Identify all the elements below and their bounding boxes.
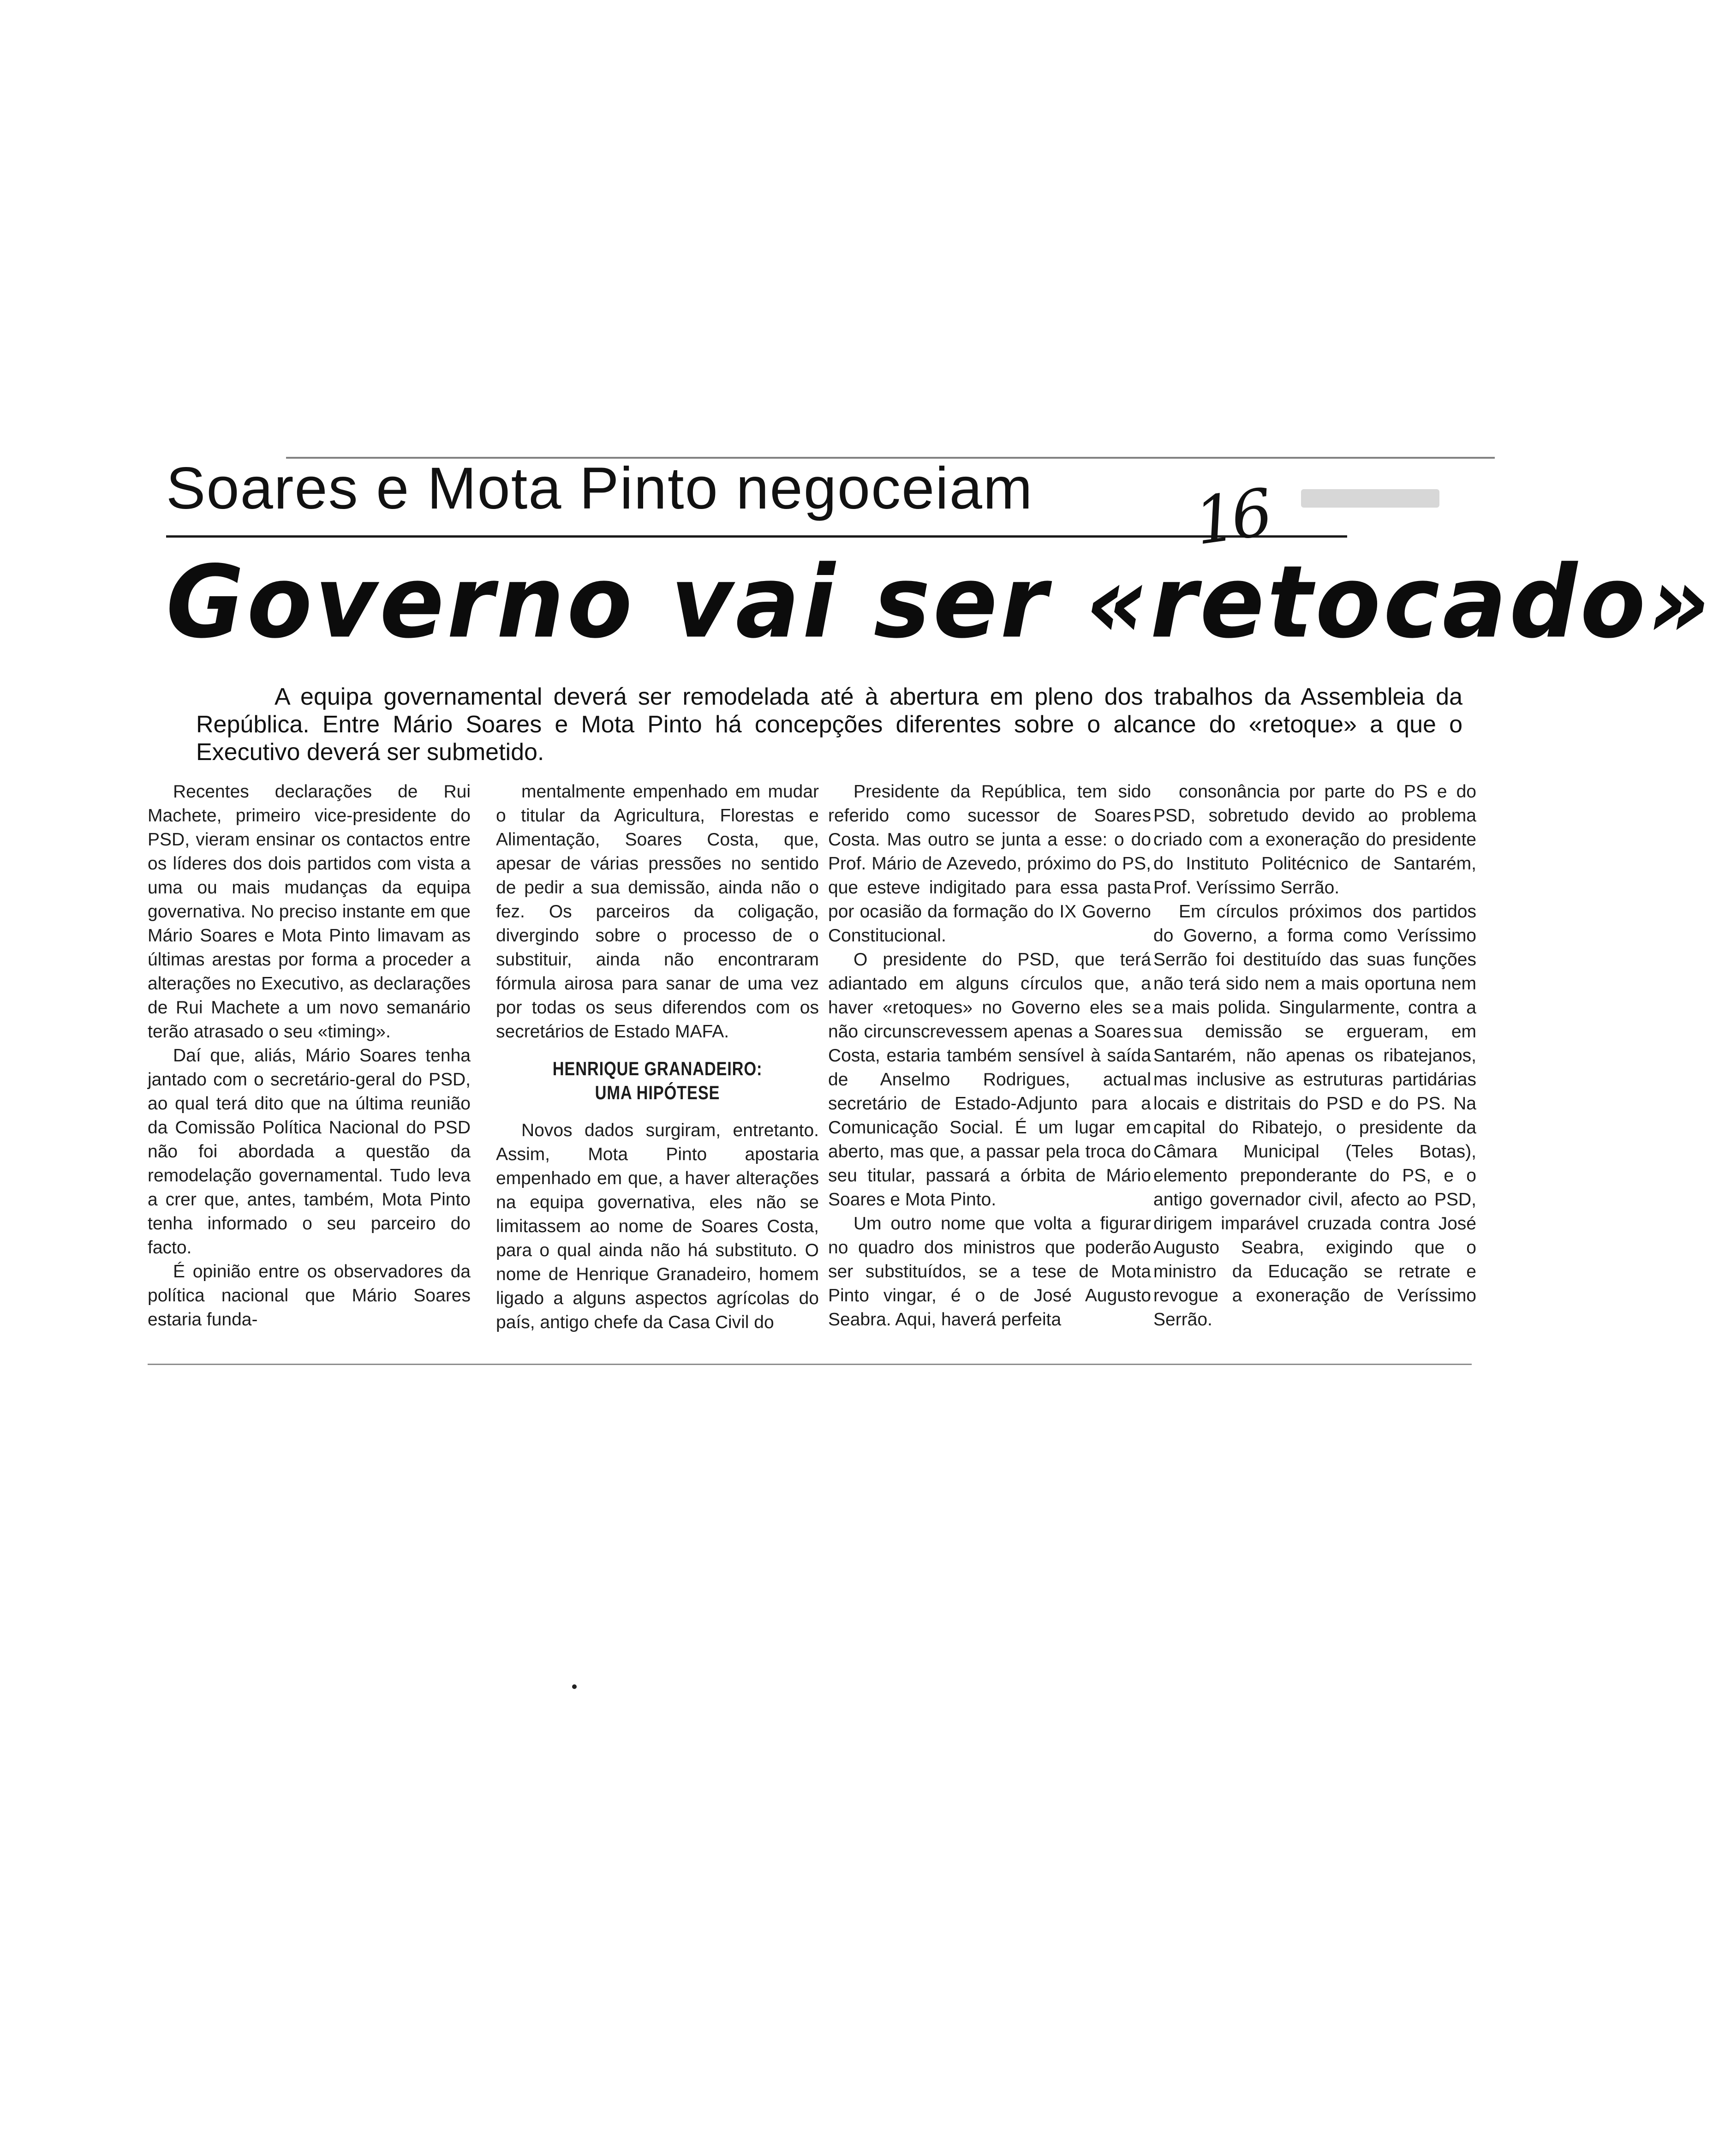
paragraph: mentalmente empenhado em mudar o titular da Agricultura, Florestas e Alimentação, Soares Costa, que, apesar de várias pressões no sentido de pedir a sua demissão, ainda não o fez. Os parceiros da coligação, divergindo sobre o processo de o substituir, ainda não encontraram fórmula airosa para sanar de uma vez por todas os seus diferendos com os secretários de Estado MAFA. (496, 782, 819, 1042)
paragraph: Um outro nome que volta a figurar no quadro dos ministros que poderão ser substituídos, se a tese de Mota Pinto vingar, é o de José Augusto Seabra. Aqui, haverá perfeita (828, 1214, 1151, 1330)
subhead-line: HENRIQUE GRANADEIRO: (552, 1058, 763, 1079)
paragraph: Presidente da República, tem sido referido como sucessor de Soares Costa. Mas outro se junta a esse: o do Prof. Mário de Azevedo, próximo do PS, que esteve indigitado para essa pasta por ocasião da formação do IX Governo Constitucional. (828, 782, 1151, 946)
subhead-line: UMA HIPÓTESE (595, 1082, 720, 1103)
article-headline: Governo vai ser «retocado» (166, 544, 1713, 660)
paragraph: É opinião entre os observadores da política nacional que Mário Soares estaria funda- (148, 1262, 471, 1330)
handwritten-page-note: 16 (1190, 475, 1273, 560)
article-kicker: Soares e Mota Pinto negoceiam (166, 455, 1033, 521)
kicker-underline (166, 535, 1347, 538)
article-column-1 (148, 780, 471, 1332)
section-subhead (525, 1057, 790, 1105)
article-column-3 (828, 780, 1151, 1332)
paragraph: O presidente do PSD, que terá adiantado em alguns círculos que, a haver «retoques» no Governo eles se não circunscrevessem apenas a Soares Costa, estaria também sensível à saída de Anselmo Rodrigues, actual secretário de Estado-Adjunto para a Comunicação Social. É um lugar em aberto, mas que, a passar pela troca do seu titular, passará a órbita de Mário Soares e Mota Pinto. (828, 950, 1151, 1210)
paragraph: consonância por parte do PS e do PSD, sobretudo devido ao problema criado com a exoneração do presidente do Instituto Politécnico de Santarém, Prof. Veríssimo Serrão. (1153, 782, 1476, 898)
paragraph: Novos dados surgiram, entretanto. Assim, Mota Pinto apostaria empenhado em que, a haver alterações na equipa governativa, eles não se limitassem ao nome de Soares Costa, para o qual ainda não há substituto. O nome de Henrique Granadeiro, homem ligado a alguns aspectos agrícolas do país, antigo chefe da Casa Civil do (496, 1120, 819, 1332)
article-lead: A equipa governamental deverá ser remodelada até à abertura em pleno dos trabalhos da Assembleia da República. Entre Mário Soares e Mota Pinto há concepções diferentes sobre o alcance do «retoque» a que o Executivo deverá ser submetido. (196, 683, 1462, 766)
paragraph: Daí que, aliás, Mário Soares tenha jantado com o secretário-geral do PSD, ao qual terá dito que na última reunião da Comissão Política Nacional do PSD não foi abordada a questão da remodelação governamental. Tudo leva a crer que, antes, também, Mota Pinto tenha informado o seu parceiro do facto. (148, 1046, 471, 1258)
article-column-2 (496, 780, 819, 1335)
scan-speck (572, 1684, 577, 1689)
paragraph: Recentes declarações de Rui Machete, primeiro vice-presidente do PSD, vieram ensinar os contactos entre os líderes dos dois partidos com vista a uma ou mais mudanças da equipa governativa. No preciso instante em que Mário Soares e Mota Pinto limavam as últimas arestas por forma a proceder a alterações no Executivo, as declarações de Rui Machete a um novo semanário terão atrasado o seu «timing». (148, 782, 471, 1042)
bottom-clipping-edge (148, 1364, 1472, 1365)
article-column-4 (1153, 780, 1476, 1332)
paragraph: Em círculos próximos dos partidos do Governo, a forma como Veríssimo Serrão foi destituído das suas funções não terá sido nem a mais oportuna nem a mais polida. Singularmente, contra a sua demissão se ergueram, em Santarém, não apenas os ribatejanos, mas inclusive as estruturas partidárias locais e distritais do PSD e do PS. Na capital do Ribatejo, o presidente da Câmara Municipal (Teles Botas), elemento preponderante do PS, e o antigo governador civil, afecto ao PSD, dirigem imparável cruzada contra José Augusto Seabra, exigindo que o ministro da Educação se retrate e revogue a exoneração de Veríssimo Serrão. (1153, 902, 1476, 1330)
